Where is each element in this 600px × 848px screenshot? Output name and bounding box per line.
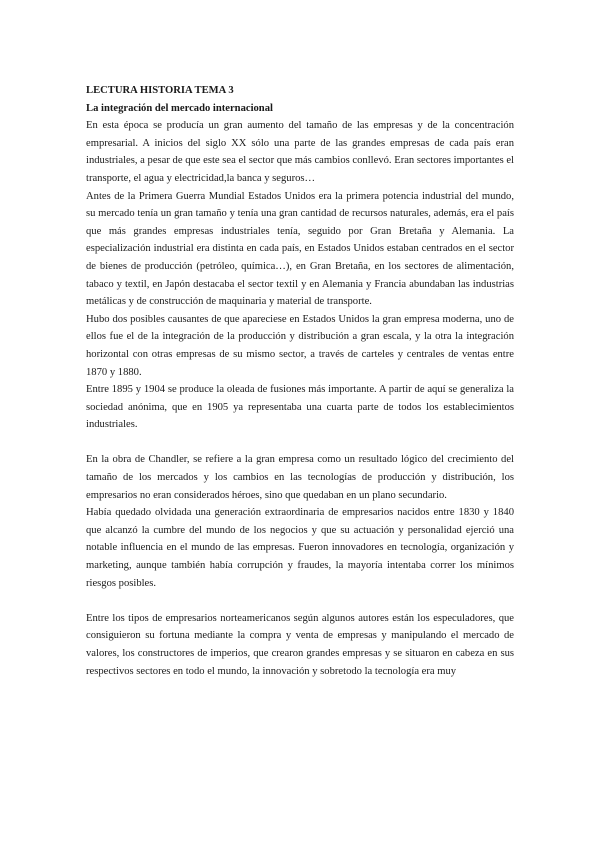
paragraph-7: Entre los tipos de empresarios norteamericanos según algunos autores están los especuladores, que consiguieron su fortuna mediante la compra y venta de empresas y manipulando el mercado de valores, los constructores de imperios, que crearon grandes empresas y se situaron en cabeza en sus respectivos sectores en todo el mundo, la innovación y sobretodo la tecnología era muy (86, 612, 514, 677)
paragraph-4: Entre 1895 y 1904 se produce la oleada de fusiones más importante. A partir de aquí se generaliza la sociedad anónima, que en 1905 ya representaba una cuarta parte de todos los establecimientos industriales. (86, 384, 514, 431)
document-title: LECTURA HISTORIA TEMA 3 (86, 85, 234, 96)
paragraph-spacer (86, 592, 514, 610)
paragraph-6: Había quedado olvidada una generación extraordinaria de empresarios nacidos entre 1830 y 1840 que alcanzó la cumbre del mundo de los negocios y que su actuación y personalidad ejerció una notable influencia en el mundo de las empresas. Fueron innovadores en tecnología, organización y marketing, aunque también había corrupción y fraudes, la mayoría intentaba correr los mínimos riesgos posibles. (86, 507, 514, 589)
paragraph-3: Hubo dos posibles causantes de que apareciese en Estados Unidos la gran empresa moderna, uno de ellos fue el de la integración de la producción y distribución a gran escala, y la otra la integración horizontal con otras empresas de su mismo sector, a través de carteles y centrales de ventas entre 1870 y 1880. (86, 313, 514, 378)
paragraph-5: En la obra de Chandler, se refiere a la gran empresa como un resultado lógico del crecimiento del tamaño de los mercados y los cambios en las tecnologías de producción y distribución, los empresarios no eran considerados héroes, sino que quedaban en un plano secundario. (86, 454, 514, 501)
paragraph-spacer (86, 434, 514, 452)
paragraph-2: Antes de la Primera Guerra Mundial Estados Unidos era la primera potencia industrial del mundo, su mercado tenía un gran tamaño y tenía una gran cantidad de recursos naturales, además, era el país que más grandes empresas industriales tenía, seguido por Gran Bretaña y Alemania. La especialización industrial era distinta en cada país, en Estados Unidos estaban centrados en el sector de bienes de producción (petróleo, química…), en Gran Bretaña, en los sectores de alimentación, tabaco y textil, en Japón destacaba el sector textil y en Alemania y Francia abundaban las industrias metálicas y de construcción de maquinaria y material de transporte. (86, 190, 514, 308)
document-body (86, 82, 514, 680)
section-heading: La integración del mercado internacional (86, 102, 273, 114)
paragraph-1: En esta época se producía un gran aumento del tamaño de las empresas y de la concentración empresarial. A inicios del siglo XX sólo una parte de las grandes empresas de cada país eran industriales, a pesar de que este sea el sector que más cambios conllevó. Eran sectores importantes el transporte, el agua y electricidad,la banca y seguros… (86, 120, 514, 184)
